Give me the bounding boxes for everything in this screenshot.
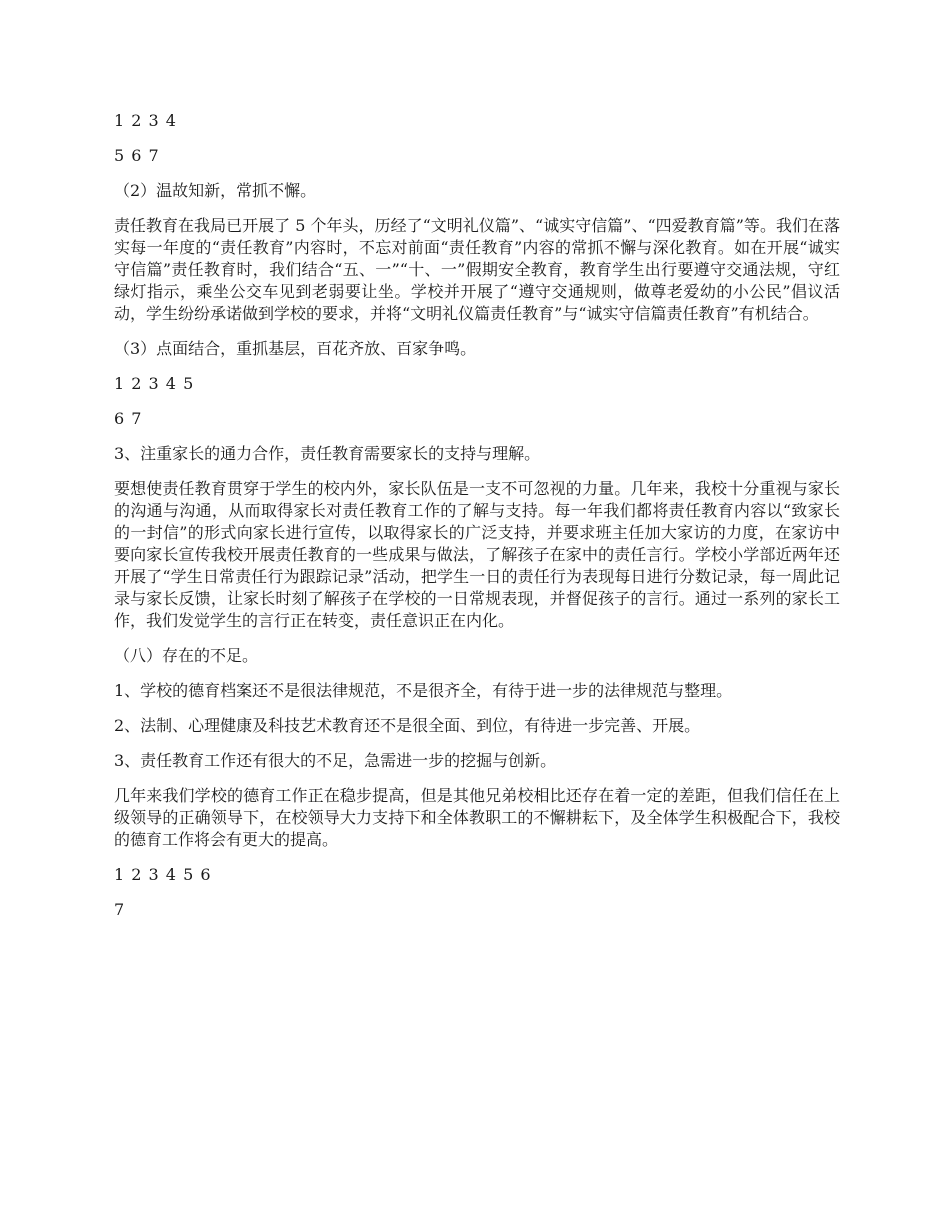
- page-number-list: 1 2 3 4 5 6: [114, 865, 212, 884]
- section-heading: （八）存在的不足。: [114, 646, 259, 665]
- page-number-list: 6 7: [114, 409, 143, 428]
- page-number-list: 7: [114, 900, 126, 919]
- body-paragraph: 责任教育在我局已开展了 5 个年头，历经了“文明礼仪篇”、“诚实守信篇”、“四爱教育篇”等。我们在落实每一年度的“责任教育”内容时，不忘对前面“责任教育”内容的常抓不懈与深化教育。如在开展“诚实守信篇”责任教育时，我们结合“五、一”“十、一”假期安全教育，教育学生出行要遵守交通法规，守红绿灯指示，乘坐公交车见到老弱要让坐。学校并开展了“遵守交通规则，做尊老爱幼的小公民”倡议活动，学生纷纷承诺做到学校的要求，并将“文明礼仪篇责任教育”与“诚实守信篇责任教育”有机结合。: [114, 216, 840, 323]
- list-item: 2、法制、心理健康及科技艺术教育还不是很全面、到位，有待进一步完善、开展。: [114, 716, 701, 735]
- page-number-list: 1 2 3 4: [114, 111, 177, 130]
- page-number-list: 5 6 7: [114, 146, 160, 165]
- section-heading: （3）点面结合，重抓基层，百花齐放、百家争鸣。: [114, 339, 477, 358]
- body-paragraph: 要想使责任教育贯穿于学生的校内外，家长队伍是一支不可忽视的力量。几年来，我校十分重视与家长的沟通与沟通，从而取得家长对责任教育工作的了解与支持。每一年我们都将责任教育内容以“致家长的一封信”的形式向家长进行宣传，以取得家长的广泛支持，并要求班主任加大家访的力度，在家访中要向家长宣传我校开展责任教育的一些成果与做法，了解孩子在家中的责任言行。学校小学部近两年还开展了“学生日常责任行为跟踪记录”活动，把学生一日的责任行为表现每日进行分数记录，每一周此记录与家长反馈，让家长时刻了解孩子在学校的一日常规表现，并督促孩子的言行。通过一系列的家长工作，我们发觉学生的言行正在转变，责任意识正在内化。: [114, 479, 840, 630]
- list-item: 1、学校的德育档案还不是很法律规范，不是很齐全，有待于进一步的法律规范与整理。: [114, 681, 733, 700]
- body-paragraph: 几年来我们学校的德育工作正在稳步提高，但是其他兄弟校相比还存在着一定的差距，但我们信任在上级领导的正确领导下，在校领导大力支持下和全体教职工的不懈耕耘下，及全体学生积极配合下，我校的德育工作将会有更大的提高。: [114, 786, 840, 849]
- section-heading: （2）温故知新，常抓不懈。: [114, 181, 317, 200]
- page-number-list: 1 2 3 4 5: [114, 374, 195, 393]
- document-page: [114, 110, 840, 934]
- list-item: 3、责任教育工作还有很大的不足，急需进一步的挖掘与创新。: [114, 751, 557, 770]
- section-heading: 3、注重家长的通力合作，责任教育需要家长的支持与理解。: [114, 444, 541, 463]
